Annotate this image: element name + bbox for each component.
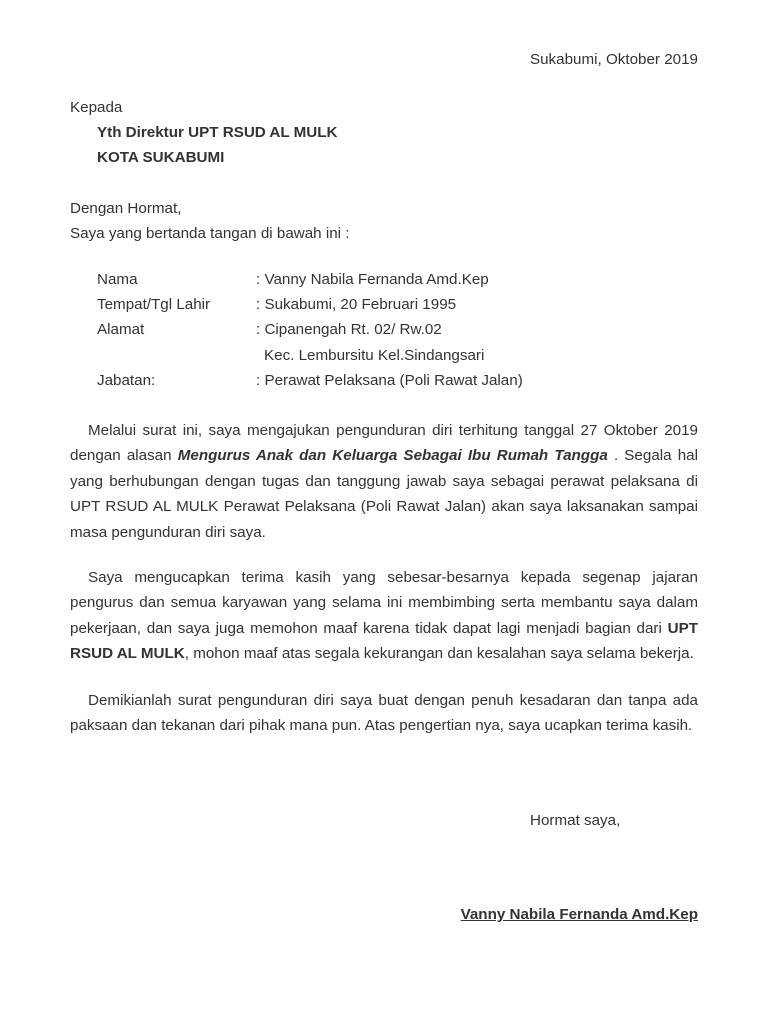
paragraph-1-before: Melalui surat ini, saya mengajukan pengunduran diri terhitung tanggal 27 Oktober 2019 dengan alasan: [70, 422, 698, 465]
field-value-jabatan: : Perawat Pelaksana (Poli Rawat Jalan): [256, 372, 523, 389]
recipient-line-1: Yth Direktur UPT RSUD AL MULK: [97, 124, 338, 141]
recipient-line-2: KOTA SUKABUMI: [97, 149, 225, 166]
letter-date: Sukabumi, Oktober 2019: [529, 51, 698, 68]
paragraph-2-after: , mohon maaf atas segala kekurangan dan kesalahan saya selama bekerja.: [184, 645, 694, 663]
field-value-alamat-cont: Kec. Lembursitu Kel.Sindangsari: [264, 347, 485, 364]
field-value-alamat: : Cipanengah Rt. 02/ Rw.02: [256, 321, 442, 338]
field-label-ttl: Tempat/Tgl Lahir: [97, 296, 211, 313]
closing-line: Hormat saya,: [530, 812, 621, 829]
paragraph-2-institution: UPT RSUD AL MULK: [70, 619, 698, 663]
paragraph-reason: [70, 418, 698, 545]
paragraph-thanks: [70, 565, 698, 667]
field-label-jabatan: Jabatan:: [97, 372, 156, 389]
signature-name: Vanny Nabila Fernanda Amd.Kep: [460, 906, 698, 923]
kepada-label: Kepada: [70, 99, 123, 116]
field-value-ttl: : Sukabumi, 20 Februari 1995: [256, 296, 457, 313]
paragraph-1-after: . Segala hal yang berhubungan dengan tugas dan tanggung jawab saya sebagai perawat pelaksana di UPT RSUD AL MULK Perawat Pelaksana (Poli Rawat Jalan) akan saya laksanakan sampai masa pengunduran diri saya.: [70, 447, 699, 541]
paragraph-closing: [70, 688, 698, 739]
paragraph-2-before: Saya mengucapkan terima kasih yang sebesar-besarnya kepada segenap jajaran pengurus dan semua karyawan yang selama ini membimbing serta membantu saya dalam pekerjaan, dan saya juga memohon maaf karena tidak dapat lagi menjadi bagian dari: [70, 569, 698, 637]
paragraph-1-reason: Mengurus Anak dan Keluarga Sebagai Ibu Rumah Tangga: [177, 447, 608, 465]
field-value-nama: : Vanny Nabila Fernanda Amd.Kep: [256, 271, 489, 288]
field-label-nama: Nama: [97, 271, 138, 288]
intro-line: Saya yang bertanda tangan di bawah ini :: [70, 225, 350, 242]
paragraph-3-text: Demikianlah surat pengunduran diri saya buat dengan penuh kesadaran dan tanpa ada paksaan dan tekanan dari pihak mana pun. Atas pengertian nya, saya ucapkan terima kasih.: [70, 692, 698, 735]
field-label-alamat: Alamat: [97, 321, 145, 338]
salutation: Dengan Hormat,: [70, 200, 182, 217]
